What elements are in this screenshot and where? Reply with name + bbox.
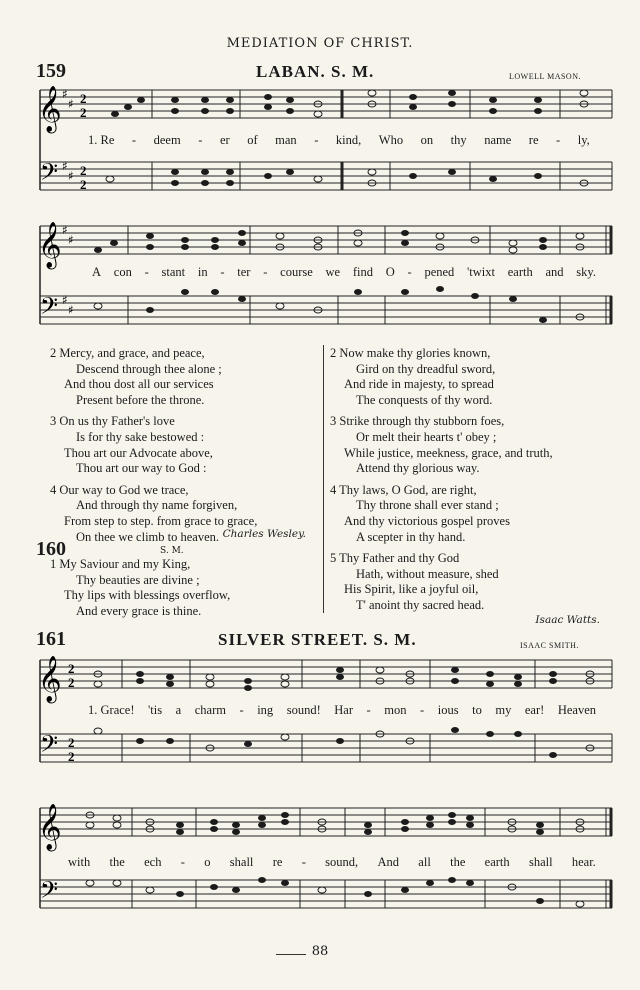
time-signature: [68, 661, 75, 764]
verse: 2 Mercy, and grace, and peace, Descend through thee alone ; And thou dost all our services Present before the throne.: [50, 346, 222, 407]
verse: 4 Our way to God we trace, And through thy name forgiven, From step to step. from grace to grace, On thee we climb to heaven.: [50, 482, 258, 544]
bass-clef-icon: 𝄢: [40, 158, 59, 191]
key-signature: [62, 87, 74, 183]
lyrics-161-line-2: with the ech - o shall re - sound, And all the earth shall hear.: [68, 855, 596, 869]
composer-lowell-mason: LOWELL MASON.: [509, 72, 581, 81]
hymn-160-verse: 1 My Saviour and my King, Thy beauties are divine ; Thy lips with blessings overflow, And every grace is thine.: [50, 557, 231, 618]
staff-treble: [40, 226, 612, 254]
svg-text:2: 2: [80, 91, 87, 106]
bass-clef-icon: 𝄢: [40, 292, 59, 325]
hymn-number-159: 159: [36, 60, 66, 82]
verse: 2 Now make thy glories known, Gird on thy dreadful sword, And ride in majesty, to spread The conquests of thy word.: [330, 346, 496, 407]
hymn-number-161: 161: [36, 628, 66, 650]
music-system-159-1: [0, 80, 640, 220]
svg-text:2: 2: [68, 735, 75, 750]
svg-text:♯: ♯: [68, 233, 74, 247]
bass-clef-icon: 𝄢: [40, 876, 59, 909]
time-signature: [80, 91, 87, 192]
svg-text:♯: ♯: [68, 303, 74, 317]
staff-treble: [40, 90, 612, 118]
lyrics-159-line-2: A con - stant in - ter - course we find O - pened 'twixt earth and sky.: [92, 265, 596, 279]
verse: 3 Strike through thy stubborn foes, Or melt their hearts t' obey ; While justice, meekness, grace, and truth, Attend thy glorious way.: [330, 414, 553, 476]
author-charles-wesley: Charles Wesley.: [222, 528, 306, 540]
lyrics-159-line-1: 1. Re - deem - er of man - kind, Who on thy name re - ly,: [88, 133, 590, 147]
treble-clef-icon: 𝄞: [38, 86, 62, 132]
verse: 4 Thy laws, O God, are right, Thy throne shall ever stand ; And thy victorious gospel proves A scepter in thy hand.: [330, 482, 510, 544]
verse: 5 Thy Father and thy God Hath, without measure, shed His Spirit, like a joyful oil, T' anoint thy sacred head.: [330, 551, 499, 612]
composer-isaac-smith: ISAAC SMITH.: [520, 641, 579, 650]
meter-sm: S. M.: [160, 546, 184, 556]
page-number: 88: [311, 944, 329, 959]
tune-name-silver-street: SILVER STREET. S. M.: [218, 630, 417, 649]
treble-clef-icon: 𝄞: [38, 222, 62, 268]
staff-bass: [40, 296, 612, 324]
staff-bass: [40, 734, 612, 762]
tune-name-laban: LABAN. S. M.: [256, 62, 375, 81]
hymn-159-verses-right: [330, 346, 630, 620]
treble-clef-icon: 𝄞: [38, 656, 62, 702]
column-divider: [323, 345, 324, 613]
staff-bass: [40, 880, 612, 908]
lyrics-161-line-1: 1. Grace! 'tis a charm - ing sound! Har - mon - ious to my ear! Heaven: [88, 703, 596, 717]
svg-text:♯: ♯: [68, 169, 74, 183]
svg-text:2: 2: [80, 105, 87, 120]
music-system-161-1: [0, 650, 640, 790]
svg-text:2: 2: [68, 675, 75, 690]
svg-text:♯: ♯: [62, 87, 68, 101]
verse: 3 On us thy Father's love Is for thy sake bestowed : Thou art our Advocate above, Thou art our way to God :: [50, 414, 213, 476]
svg-text:♯: ♯: [62, 293, 68, 307]
svg-text:♯: ♯: [62, 223, 68, 237]
hymn-number-160: 160: [36, 538, 66, 560]
svg-text:2: 2: [80, 163, 87, 178]
svg-text:♯: ♯: [68, 97, 74, 111]
bass-clef-icon: 𝄢: [40, 730, 59, 763]
treble-clef-icon: 𝄞: [38, 804, 62, 850]
hymn-159-verses-left: [50, 346, 320, 551]
svg-text:2: 2: [68, 749, 75, 764]
key-signature: [62, 223, 74, 317]
music-system-159-2: [0, 220, 640, 350]
svg-text:2: 2: [68, 661, 75, 676]
section-title: MEDIATION OF CHRIST.: [226, 36, 414, 51]
svg-text:♯: ♯: [62, 159, 68, 173]
author-isaac-watts: Isaac Watts.: [535, 614, 600, 626]
staff-bass: [40, 162, 612, 190]
staff-treble: [40, 660, 612, 688]
svg-text:2: 2: [80, 177, 87, 192]
